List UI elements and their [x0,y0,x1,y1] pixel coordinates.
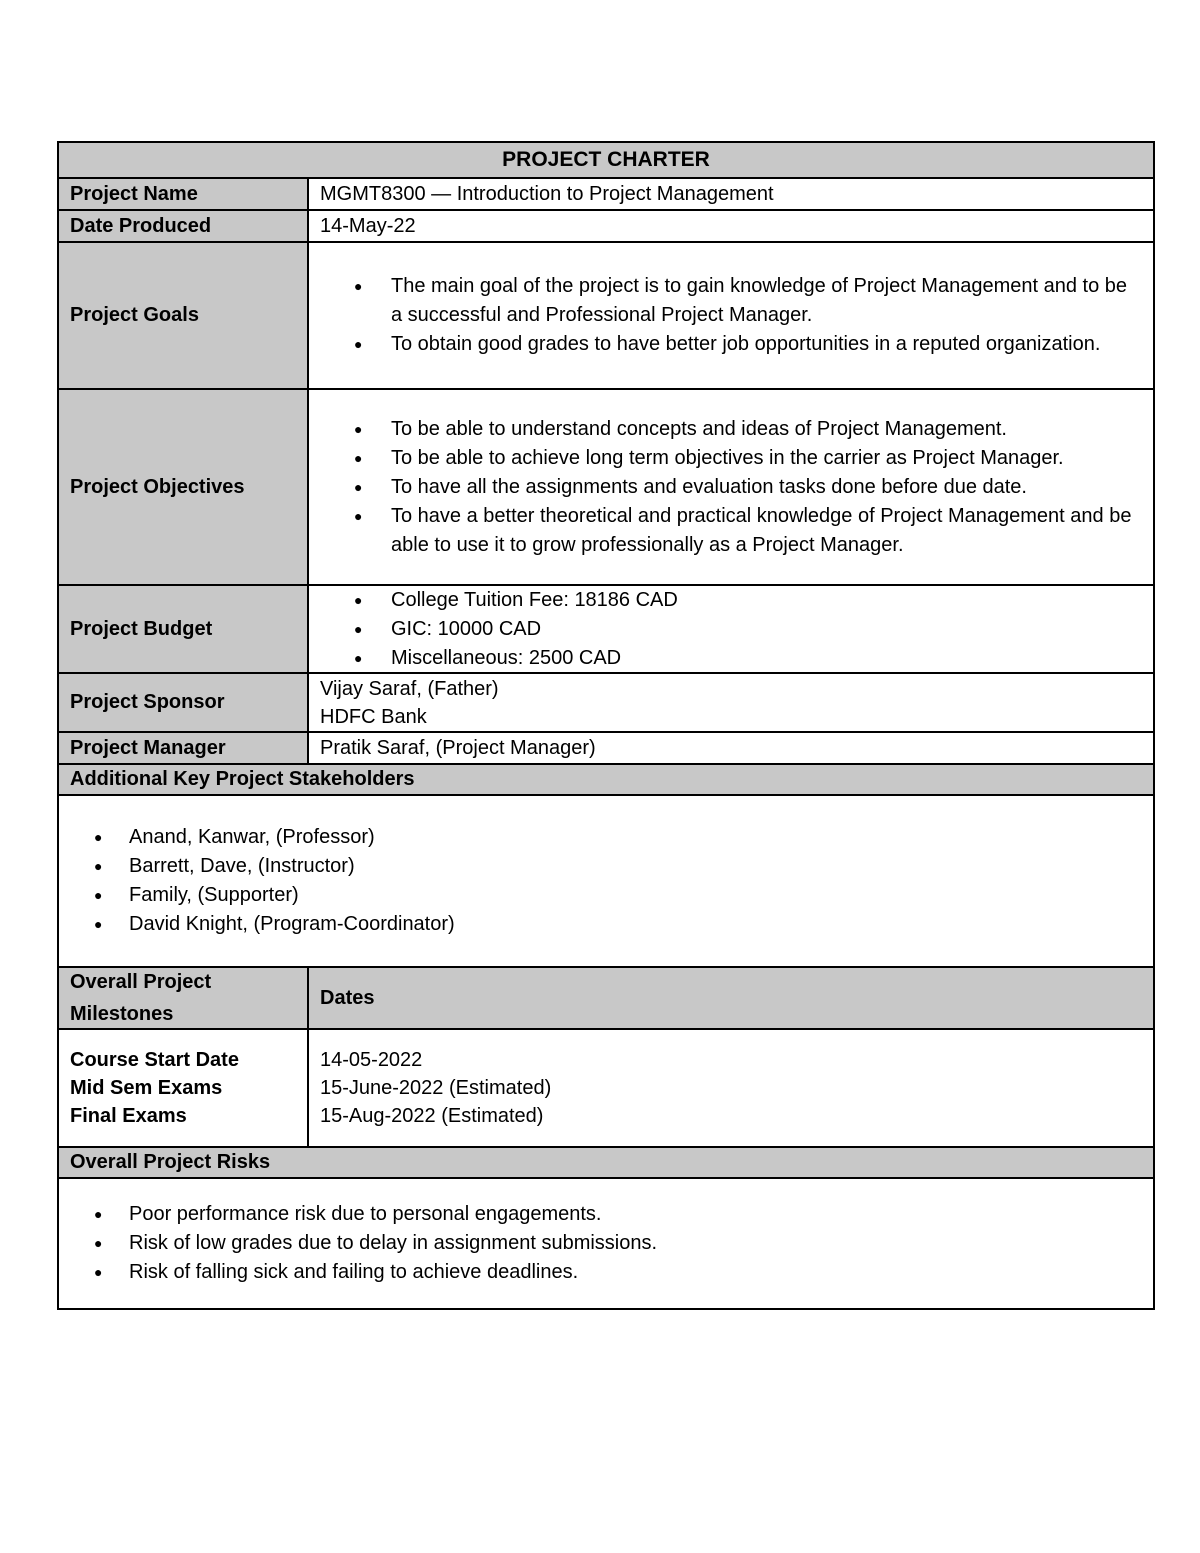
milestone-date: 14-05-2022 [320,1049,423,1071]
list-item: ● Risk of falling sick and failing to achieve deadlines. [59,1258,1153,1287]
project-objectives-label: Project Objectives [59,390,309,584]
list-item: ● To have all the assignments and evaluation tasks done before due date. [320,473,1142,502]
project-objectives-value [309,390,1153,584]
milestone-names [59,1030,309,1146]
sponsor-line: Vijay Saraf, (Father) [320,677,499,700]
milestone-name: Final Exams [70,1105,187,1127]
milestone-dates [309,1030,1153,1146]
project-budget-list [320,586,1142,673]
date-produced-label: Date Produced [59,211,309,241]
list-item: ● Risk of low grades due to delay in assignment submissions. [59,1229,1153,1258]
milestones-heading-line: Milestones [70,1003,174,1025]
milestones-heading [59,968,309,1028]
project-manager-row [59,733,1153,765]
list-item: ● To be able to understand concepts and ideas of Project Management. [320,415,1142,444]
milestones-heading-line: Overall Project [70,971,212,993]
project-name-label: Project Name [59,179,309,209]
milestone-date: 15-Aug-2022 (Estimated) [320,1105,544,1127]
list-item: ● Family, (Supporter) [59,881,1153,910]
project-goals-row [59,243,1153,390]
milestone-name: Course Start Date [70,1049,239,1071]
list-item: ● David Knight, (Program-Coordinator) [59,910,1153,939]
milestones-row [59,1030,1153,1148]
list-item: ● Poor performance risk due to personal engagements. [59,1200,1153,1229]
project-budget-label: Project Budget [59,586,309,672]
date-produced-value: 14-May-22 [320,214,416,237]
sponsor-line: HDFC Bank [320,705,427,728]
list-item: ● The main goal of the project is to gain knowledge of Project Management and to be a successful and Professional Project Manager. [320,272,1142,330]
project-goals-label: Project Goals [59,243,309,388]
project-budget-value [309,586,1153,672]
list-item: ● Anand, Kanwar, (Professor) [59,823,1153,852]
dates-heading: Dates [320,986,375,1009]
milestones-heading-row [59,968,1153,1030]
list-item: ● To have a better theoretical and practical knowledge of Project Management and be able to use it to grow professionally as a Project Manager. [320,502,1142,560]
stakeholders-row [59,796,1153,968]
project-manager-label: Project Manager [59,733,309,763]
stakeholders-heading: Additional Key Project Stakeholders [59,765,1153,796]
project-goals-value [309,243,1153,388]
risks-list [59,1200,1153,1287]
project-budget-row [59,586,1153,674]
list-item: ● College Tuition Fee: 18186 CAD [320,586,1142,615]
project-sponsor-label: Project Sponsor [59,674,309,731]
project-name-row [59,179,1153,211]
project-manager-value: Pratik Saraf, (Project Manager) [320,736,596,759]
milestone-name: Mid Sem Exams [70,1077,223,1099]
project-sponsor-value [309,674,1153,731]
project-objectives-row [59,390,1153,586]
list-item: ● Miscellaneous: 2500 CAD [320,644,1142,673]
milestone-date: 15-June-2022 (Estimated) [320,1077,552,1099]
list-item: ● GIC: 10000 CAD [320,615,1142,644]
stakeholders-list [59,823,1153,939]
project-name-value: MGMT8300 — Introduction to Project Management [320,182,774,205]
project-charter-table [57,141,1155,1310]
list-item: ● To obtain good grades to have better job opportunities in a reputed organization. [320,330,1142,359]
project-goals-list [320,272,1142,359]
risks-row [59,1179,1153,1308]
project-objectives-list [320,415,1142,560]
project-sponsor-row [59,674,1153,733]
list-item: ● To be able to achieve long term objectives in the carrier as Project Manager. [320,444,1142,473]
charter-title: PROJECT CHARTER [59,143,1153,179]
list-item: ● Barrett, Dave, (Instructor) [59,852,1153,881]
risks-heading: Overall Project Risks [59,1148,1153,1179]
date-produced-row [59,211,1153,243]
